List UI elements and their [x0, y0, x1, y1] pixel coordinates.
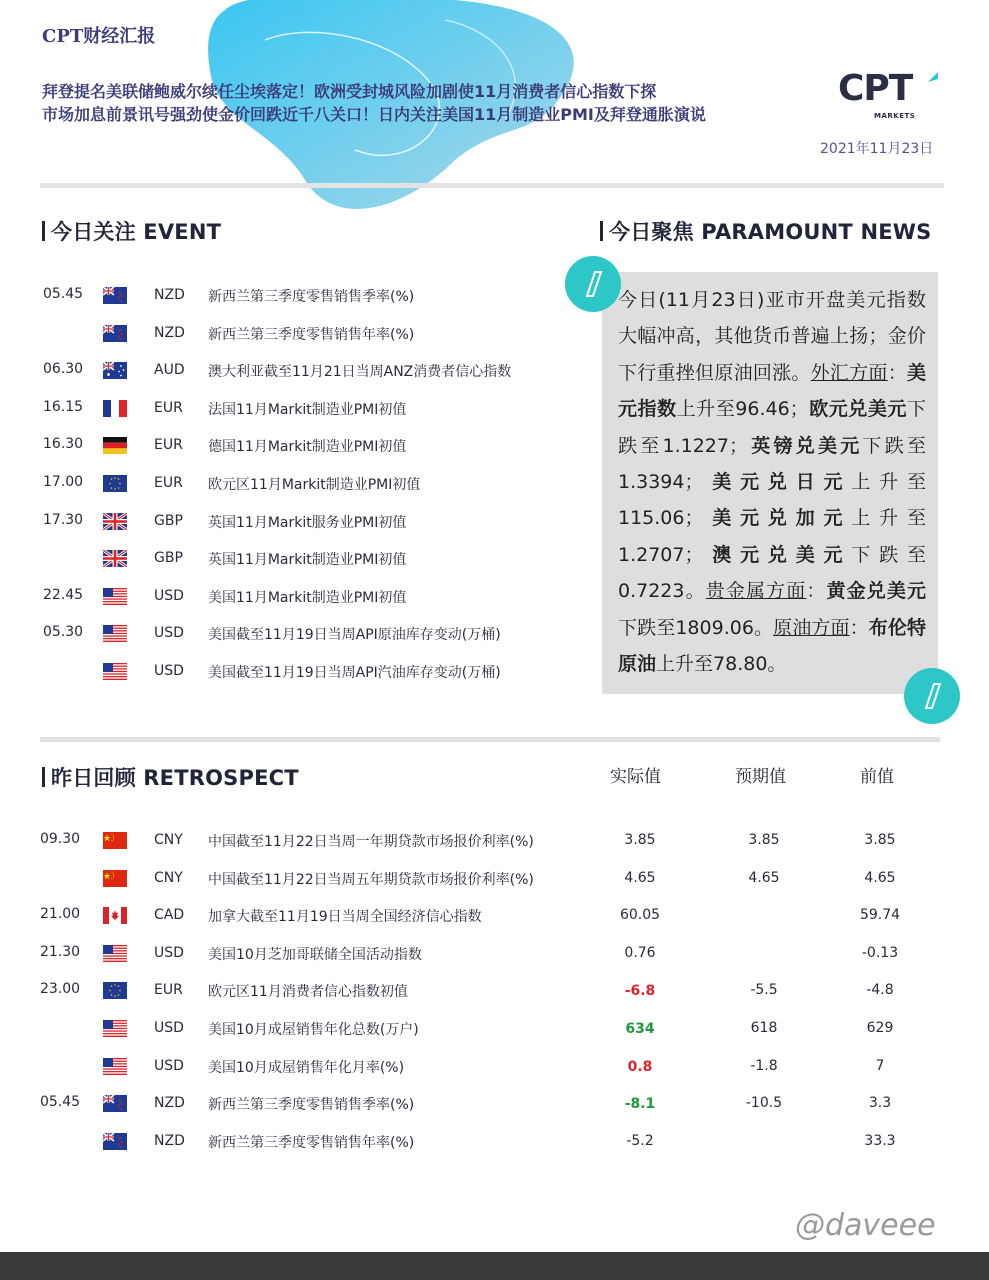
col-header-previous: 前值 [860, 767, 894, 787]
retro-time: 23.00 [40, 981, 81, 998]
retro-actual: -8.1 [624, 1096, 656, 1113]
retro-previous: 4.65 [864, 869, 896, 886]
news-segment: 下跌至0.7223。 [618, 543, 926, 603]
retro-previous: 3.85 [864, 832, 896, 848]
retro-actual: -5.2 [626, 1132, 654, 1149]
retro-actual: 60.05 [619, 907, 661, 924]
event-row [0, 361, 600, 398]
event-row [0, 587, 600, 624]
retrospect-row [0, 1132, 989, 1169]
retro-actual: 0.76 [624, 944, 656, 961]
event-time: 22.45 [43, 586, 84, 603]
flag-ca-icon [103, 907, 127, 924]
retrospect-row [0, 944, 989, 981]
retro-name: 美国10月成屋销售年化总数(万户) [208, 1022, 419, 1038]
event-currency: GBP [154, 550, 183, 567]
event-currency: USD [154, 587, 184, 604]
headline-line-2: 市场加息前景讯号强劲使金价回跌近千八关口！日内关注美国11月制造业PMI及拜登通胀演说 [42, 105, 706, 124]
quote-close-icon [904, 668, 960, 724]
retro-actual: 3.85 [624, 832, 656, 848]
event-name: 新西兰第三季度零售销售季率(%) [208, 289, 415, 305]
retro-currency: NZD [154, 1095, 185, 1112]
event-time: 17.00 [43, 474, 84, 490]
retro-name: 美国10月芝加哥联储全国活动指数 [208, 946, 422, 963]
news-segment: ： [849, 616, 869, 639]
retrospect-row [0, 831, 989, 868]
news-segment: 上升至78.80。 [656, 653, 787, 676]
retro-expected: -10.5 [745, 1095, 783, 1112]
retro-currency: USD [154, 944, 184, 961]
quote-open-icon [565, 256, 621, 312]
retro-expected: -1.8 [750, 1057, 778, 1074]
event-time: 05.45 [43, 286, 84, 302]
retro-currency: CAD [154, 907, 185, 924]
news-segment: 美元指数 [618, 361, 926, 421]
flag-us-icon [103, 588, 127, 605]
news-segment: 上升至1.2707； [618, 507, 926, 566]
event-row [0, 436, 600, 473]
event-currency: EUR [154, 399, 183, 416]
retro-expected: -5.5 [750, 982, 778, 999]
news-section-title [600, 216, 931, 246]
flag-nz-icon [103, 1095, 127, 1112]
headline-line-1: 拜登提名美联储鲍威尔续任尘埃落定！欧洲受封城风险加剧使11月消费者信心指数下探 [42, 82, 657, 101]
logo-mark-icon [926, 70, 940, 84]
retro-expected: 4.65 [748, 869, 780, 886]
event-time: 17.30 [43, 511, 84, 528]
event-name: 美国截至11月19日当周API原油库存变动(万桶) [208, 627, 501, 644]
retro-previous: -0.13 [861, 944, 899, 961]
retro-currency: USD [154, 1020, 184, 1036]
event-currency: NZD [154, 287, 185, 303]
news-segment: 美元兑日元 [703, 471, 852, 494]
retro-actual: -6.8 [624, 983, 656, 1000]
retro-previous: 629 [866, 1020, 894, 1036]
flag-nz-icon [103, 325, 127, 342]
flag-us-icon [103, 663, 127, 680]
retro-name: 新西兰第三季度零售销售年率(%) [208, 1134, 415, 1151]
event-time: 16.15 [43, 398, 84, 415]
event-name: 欧元区11月Markit制造业PMI初值 [208, 477, 421, 493]
event-currency: NZD [154, 324, 185, 341]
retro-currency: USD [154, 1057, 184, 1074]
news-segment: 澳元兑美元 [703, 543, 852, 566]
divider-top [40, 183, 944, 188]
col-header-expected: 预期值 [735, 767, 786, 787]
flag-fr-icon [103, 400, 127, 417]
event-time: 16.30 [43, 436, 84, 453]
event-row [0, 549, 600, 586]
flag-cn-icon [103, 832, 127, 849]
retro-currency: EUR [154, 982, 183, 999]
flag-gb-icon [103, 550, 127, 567]
event-row [0, 474, 600, 511]
retro-time: 21.00 [40, 906, 81, 923]
retrospect-row [0, 1094, 989, 1131]
flag-us-icon [103, 945, 127, 962]
event-name: 新西兰第三季度零售销售年率(%) [208, 326, 415, 343]
event-currency: EUR [154, 475, 183, 491]
flag-us-icon [103, 1020, 127, 1037]
retro-previous: -4.8 [866, 982, 894, 999]
event-name: 英国11月Markit制造业PMI初值 [208, 552, 407, 569]
logo-sub: MARKETS [874, 112, 916, 120]
news-segment: ： [887, 361, 907, 384]
flag-us-icon [103, 1058, 127, 1075]
retrospect-row [0, 869, 989, 906]
event-name: 美国11月Markit制造业PMI初值 [208, 589, 407, 606]
divider-middle [40, 737, 940, 742]
news-segment: 布伦特原油 [618, 616, 926, 676]
retrospect-row [0, 981, 989, 1018]
event-row [0, 286, 600, 323]
retro-currency: CNY [154, 832, 183, 848]
headline [42, 80, 822, 126]
retro-title-text: 昨日回顾 RETROSPECT [51, 766, 299, 790]
flag-gb-icon [103, 513, 127, 530]
retro-currency: CNY [154, 869, 183, 886]
event-row [0, 324, 600, 361]
retro-name: 中国截至11月22日当周五年期贷款市场报价利率(%) [208, 871, 534, 888]
news-segment: 上升至96.46； [676, 398, 809, 421]
retrospect-row [0, 1057, 989, 1094]
logo-text: CPT [838, 68, 913, 109]
title-bar [42, 221, 45, 241]
retro-actual: 0.8 [627, 1058, 653, 1075]
event-section-title [42, 216, 221, 246]
title-bar [42, 767, 45, 787]
flag-us-icon [103, 625, 127, 642]
event-row [0, 399, 600, 436]
retro-actual: 4.65 [624, 869, 656, 886]
retro-previous: 33.3 [864, 1132, 896, 1149]
event-row [0, 624, 600, 661]
watermark: @daveee [795, 1208, 936, 1243]
news-segment: 外汇方面 [810, 361, 888, 384]
news-segment: 贵金属方面 [705, 580, 807, 603]
retro-name: 美国10月成屋销售年化月率(%) [208, 1059, 405, 1076]
news-segment: ： [806, 580, 827, 603]
retro-name: 新西兰第三季度零售销售季率(%) [208, 1097, 415, 1114]
retro-previous: 7 [875, 1057, 885, 1074]
event-currency: GBP [154, 512, 183, 529]
retrospect-row [0, 906, 989, 943]
news-segment: 英镑兑美元 [747, 434, 863, 457]
flag-nz-icon [103, 287, 127, 304]
flag-de-icon [103, 437, 127, 454]
flag-cn-icon [103, 870, 127, 887]
retro-expected: 3.85 [748, 832, 780, 848]
retro-time: 21.30 [40, 943, 81, 960]
event-row [0, 512, 600, 549]
retrospect-row [0, 1019, 989, 1056]
event-name: 澳大利亚截至11月21日当周ANZ消费者信心指数 [208, 364, 512, 381]
event-name: 德国11月Markit制造业PMI初值 [208, 439, 407, 456]
retro-name: 欧元区11月消费者信心指数初值 [208, 984, 408, 1001]
col-header-actual: 实际值 [610, 767, 661, 787]
news-segment: 美元兑加元 [703, 507, 852, 530]
brand-header: CPT财经汇报 [42, 26, 156, 47]
news-segment: 下跌至1.3394； [618, 434, 926, 494]
flag-nz-icon [103, 1133, 127, 1150]
cpt-logo [838, 70, 938, 120]
event-currency: USD [154, 663, 184, 679]
news-segment: 原油方面 [773, 616, 850, 639]
title-bar [600, 221, 603, 241]
news-segment: 上升至115.06； [618, 471, 926, 530]
news-segment: 下跌至1.1227； [618, 398, 926, 457]
news-text [618, 282, 926, 682]
footer-band [0, 1252, 989, 1280]
event-time: 06.30 [43, 361, 84, 378]
report-date: 2021年11月23日 [820, 141, 934, 157]
retro-name: 加拿大截至11月19日当周全国经济信心指数 [208, 909, 482, 926]
retro-expected: 618 [750, 1020, 778, 1036]
retro-section-title [42, 762, 299, 792]
event-currency: USD [154, 625, 184, 642]
event-title-text: 今日关注 EVENT [51, 220, 222, 244]
news-title-text: 今日聚焦 PARAMOUNT NEWS [609, 220, 932, 244]
event-name: 法国11月Markit制造业PMI初值 [208, 401, 407, 418]
event-name: 美国截至11月19日当周API汽油库存变动(万桶) [208, 665, 501, 681]
retro-name: 中国截至11月22日当周一年期贷款市场报价利率(%) [208, 834, 534, 850]
retro-previous: 3.3 [868, 1095, 892, 1112]
event-currency: AUD [154, 362, 185, 379]
retro-currency: NZD [154, 1132, 185, 1149]
news-segment: 今日(11月23日)亚市开盘美元指数大幅冲高，其他货币普遍上扬；金价下行重挫但原油回涨。 [618, 289, 926, 384]
news-segment: 黄金兑美元 [826, 580, 926, 603]
event-currency: EUR [154, 437, 183, 454]
event-row [0, 662, 600, 699]
flag-eu-icon [103, 982, 127, 999]
flag-au-icon [103, 362, 127, 379]
news-segment: 下跌至1809.06。 [618, 616, 774, 639]
retro-time: 05.45 [40, 1094, 81, 1111]
retro-actual: 634 [625, 1021, 655, 1037]
flag-eu-icon [103, 475, 127, 492]
news-segment: 欧元兑美元 [808, 398, 907, 421]
retro-previous: 59.74 [859, 907, 901, 924]
retro-time: 09.30 [40, 831, 81, 847]
event-name: 英国11月Markit服务业PMI初值 [208, 514, 407, 531]
event-time: 05.30 [43, 624, 84, 641]
